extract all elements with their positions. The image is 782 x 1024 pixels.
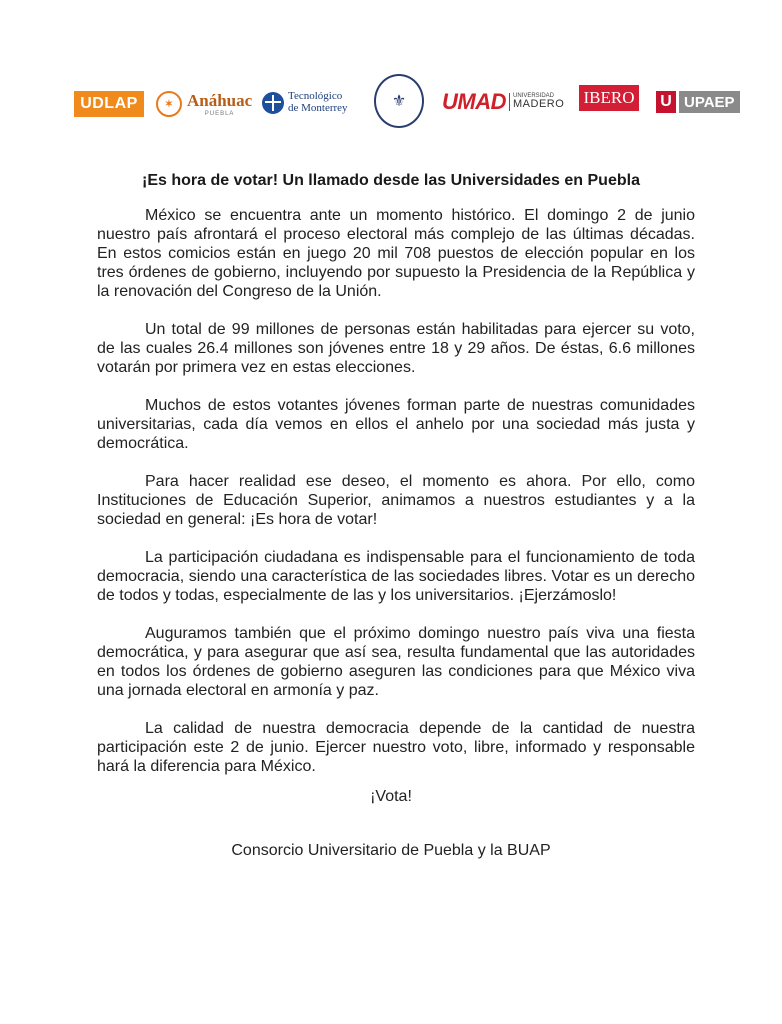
tec-logo-line2: de Monterrey [288, 102, 348, 114]
paragraph: Auguramos también que el próximo domingo nuestro país viva una fiesta democrática, y para asegurar que así sea, resulta fundamental que las autoridades en todos los órdenes de gobierno aseguren las condiciones para que México viva una jornada electoral en armonía y paz. [97, 625, 695, 699]
tec-logo-line1: Tecnológico [288, 90, 343, 103]
upaep-logo [656, 90, 740, 114]
paragraph: México se encuentra ante un momento histórico. El domingo 2 de junio nuestro país afrontará el proceso electoral más complejo de las últimas décadas. En estos comicios están en juego 20 mil 708 puestos de elección popular en los tres órdenes de gobierno, incluyendo por supuesto la Presidencia de la República y la renovación del Congreso de la Unión. [97, 207, 695, 300]
umad-logo-madero: MADERO [513, 98, 565, 111]
ibero-logo-text: IBERO [583, 88, 635, 107]
udlap-logo-text: UDLAP [80, 95, 138, 112]
document-title: ¡Es hora de votar! Un llamado desde las Universidades en Puebla [142, 172, 640, 189]
anahuac-emblem-icon: ✶ [156, 91, 182, 117]
paragraph: Para hacer realidad ese deseo, el momento es ahora. Por ello, como Instituciones de Educación Superior, animamos a nuestros estudiantes y a la sociedad en general: ¡Es hora de votar! [97, 473, 695, 528]
tec-globe-icon [262, 92, 284, 114]
signature-line: Consorcio Universitario de Puebla y la BUAP [231, 842, 551, 859]
logo-bar [70, 74, 742, 130]
upaep-logo-word: UPAEP [679, 91, 740, 113]
anahuac-logo-sub: PUEBLA [204, 110, 235, 117]
paragraph: La calidad de nuestra democracia depende de la cantidad de nuestra participación este 2 de junio. Ejercer nuestro voto, libre, informado y responsable hará la diferencia para México. [97, 720, 695, 775]
anahuac-logo [156, 88, 252, 120]
anahuac-logo-name: Anáhuac [187, 90, 253, 110]
paragraph: La participación ciudadana es indispensable para el funcionamiento de toda democracia, siendo una característica de las sociedades libres. Votar es un derecho de todos y todas, especialmente de las y los universitarios. ¡Ejerzámoslo! [97, 549, 695, 604]
closing-line: ¡Vota! [370, 788, 412, 805]
ibero-logo [579, 85, 639, 111]
buap-seal-logo [374, 74, 424, 128]
upaep-logo-box: U [656, 91, 676, 113]
document-body [97, 206, 695, 795]
umad-logo-universidad: UNIVERSIDAD [513, 93, 555, 100]
udlap-logo [74, 91, 144, 117]
paragraph: Muchos de estos votantes jóvenes forman parte de nuestras comunidades universitarias, cada día vemos en ellos el anhelo por una sociedad más justa y democrática. [97, 397, 695, 452]
umad-logo [442, 88, 564, 116]
umad-logo-mark: UMAD [442, 89, 506, 114]
tec-monterrey-logo [262, 86, 348, 120]
paragraph: Un total de 99 millones de personas están habilitadas para ejercer su voto, de las cuales 26.4 millones son jóvenes entre 18 y 29 años. De éstas, 6.6 millones votarán por primera vez en estas elecciones. [97, 321, 695, 376]
buap-seal-icon: ⚜ [374, 74, 424, 128]
